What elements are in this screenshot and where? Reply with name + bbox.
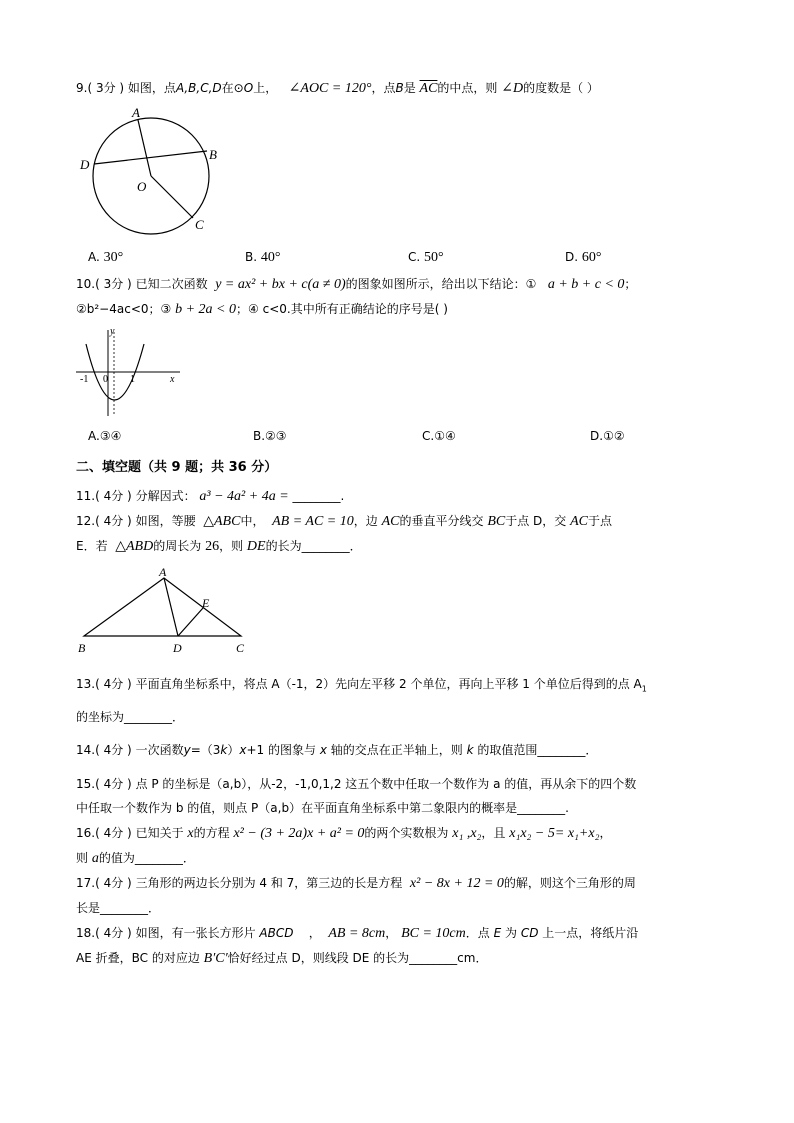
q12-side-bc: BC bbox=[487, 514, 506, 529]
q13-score: ( 4分 ) bbox=[95, 677, 132, 691]
q12-number: 12. bbox=[76, 514, 96, 528]
q18-side-cd: CD bbox=[520, 926, 539, 940]
q16-text: 已知关于 bbox=[135, 826, 184, 840]
q17-text: 的解，则这个三角形的周 bbox=[503, 876, 636, 890]
q12-side-ac: AC bbox=[570, 514, 588, 529]
q12-line1 bbox=[76, 513, 612, 530]
choice-value: 40° bbox=[260, 250, 281, 265]
q16-score: ( 4分 ) bbox=[95, 826, 132, 840]
q17-text: 三角形的两边长分别为 4 和 7，第三边的长是方程 bbox=[135, 876, 403, 890]
q15-line2: 中任取一个数作为 b 的值，则点 P（a,b）在平面直角坐标系中第二象限内的概率是________. bbox=[76, 801, 569, 815]
q12-score: ( 4分 ) bbox=[95, 514, 132, 528]
q17-equation: x² − 8x + 12 = 0 bbox=[409, 876, 504, 891]
q9-number: 9. bbox=[76, 81, 88, 95]
q17-line1 bbox=[76, 875, 636, 892]
q10-choice-c[interactable] bbox=[422, 429, 456, 443]
q11-answer-blank[interactable]: ________ bbox=[292, 489, 341, 503]
q12-perimeter: 26 bbox=[205, 539, 220, 554]
q18-bc-length: BC = 10cm bbox=[401, 926, 466, 941]
label-a: A bbox=[132, 105, 140, 120]
q15-line1 bbox=[76, 776, 636, 792]
q16-number: 16. bbox=[76, 826, 96, 840]
q11-expression: a³ − 4a² + 4a = bbox=[199, 489, 289, 504]
choice-value: 30° bbox=[103, 250, 124, 265]
label-a: A bbox=[159, 565, 167, 579]
q17-number: 17. bbox=[76, 876, 96, 890]
q16-var-x: x bbox=[187, 826, 194, 841]
choice-value: ①② bbox=[603, 429, 625, 443]
label-neg1: -1 bbox=[80, 374, 89, 385]
q16-text: 的两个实数根为 bbox=[364, 826, 449, 840]
segment-oc bbox=[151, 176, 193, 218]
q12-side-ac: AC bbox=[381, 514, 400, 529]
q12-text: 于点 bbox=[587, 514, 612, 528]
q12-triangle-abc: △ABC bbox=[203, 514, 241, 529]
q16-roots: x₁ ,x₂ bbox=[452, 826, 482, 841]
q10-choice-d[interactable] bbox=[590, 429, 625, 443]
q12-triangle-abd: △ABD bbox=[115, 539, 154, 554]
q9-score: ( 3分 ) bbox=[87, 81, 125, 95]
q10-line2 bbox=[76, 301, 448, 318]
choice-letter: D. bbox=[590, 429, 604, 443]
q9-text: 是 bbox=[403, 81, 416, 95]
q13-line1 bbox=[76, 676, 647, 697]
label-zero: 0 bbox=[103, 374, 108, 385]
q9-point-b: B bbox=[395, 81, 404, 95]
q17-score: ( 4分 ) bbox=[95, 876, 132, 890]
q9-text: ，点 bbox=[371, 81, 396, 95]
q14-score: ( 4分 ) bbox=[95, 743, 132, 757]
q10-parabola-figure bbox=[76, 326, 186, 418]
q11-text: 分解因式： bbox=[135, 489, 196, 503]
q18-text: ．点 bbox=[465, 926, 490, 940]
q12-triangle-figure bbox=[76, 566, 256, 658]
q12-text: 的垂直平分线交 bbox=[399, 514, 484, 528]
label-b: B bbox=[78, 641, 86, 655]
q10-text: ； bbox=[624, 277, 637, 291]
q15-score: ( 4分 ) bbox=[95, 777, 132, 791]
q10-conclusion-1: a + b + c < 0 bbox=[547, 277, 625, 292]
q12-text: ，则 bbox=[219, 539, 244, 553]
q12-line2 bbox=[76, 538, 362, 555]
q18-rect-name: ABCD bbox=[259, 926, 294, 940]
q18-text: 如图，有一张长方形片 bbox=[135, 926, 256, 940]
q15-number: 15. bbox=[76, 777, 96, 791]
q12-text: 中， bbox=[240, 514, 265, 528]
q12-equal-sides: AB = AC = 10 bbox=[272, 514, 354, 529]
q10-text: ②b²−4ac<0；③ bbox=[76, 302, 172, 316]
q14-text: +1 的图象与 bbox=[246, 743, 316, 757]
choice-letter: C. bbox=[408, 250, 421, 264]
q9-text: 的中点，则 bbox=[437, 81, 498, 95]
q10-conclusion-3: b + 2a < 0 bbox=[175, 302, 237, 317]
label-c: C bbox=[195, 217, 204, 232]
q14-line bbox=[76, 742, 597, 758]
q18-point-e: E bbox=[493, 926, 502, 940]
choice-value: ②③ bbox=[265, 429, 287, 443]
label-d: D bbox=[173, 641, 182, 655]
q18-text: 恰好经过点 D，则线段 DE 的长为________cm． bbox=[227, 951, 488, 965]
q11-line bbox=[76, 488, 344, 505]
q16-text: 的值为________． bbox=[98, 851, 195, 865]
q16-var-a: a bbox=[91, 851, 99, 866]
choice-letter: B. bbox=[253, 429, 266, 443]
q9-arc-ac: $\overline{AC}$ bbox=[419, 81, 438, 96]
q12-text: 的周长为 bbox=[153, 539, 202, 553]
choice-letter: D. bbox=[565, 250, 579, 264]
q17-line2: 长是________． bbox=[76, 901, 161, 915]
label-b: B bbox=[209, 147, 217, 162]
q16-equation: x² − (3 + 2a)x + a² = 0 bbox=[233, 826, 365, 841]
q15-text: 点 P 的坐标是（a,b），从-2，-1,0,1,2 这五个数中任取一个数作为 a 的值，再从余下的四个数 bbox=[135, 777, 637, 791]
q16-text: 则 bbox=[76, 851, 89, 865]
q9-choice-b[interactable] bbox=[245, 250, 280, 266]
segment-de bbox=[178, 608, 203, 636]
q14-var-k: k bbox=[466, 743, 474, 757]
q9-choice-a[interactable] bbox=[88, 250, 123, 266]
choice-value: ①④ bbox=[434, 429, 456, 443]
q9-text: 上， bbox=[253, 81, 278, 95]
q14-var-x: x bbox=[239, 743, 247, 757]
segment-ao bbox=[138, 120, 151, 176]
q9-choice-d[interactable] bbox=[565, 250, 602, 266]
q9-circle-figure bbox=[76, 105, 226, 235]
q14-text: ） bbox=[227, 743, 240, 757]
q14-var-y: y bbox=[183, 743, 191, 757]
q14-text: 的取值范围________． bbox=[477, 743, 598, 757]
label-d: D bbox=[80, 157, 90, 172]
q12-segment-de: DE bbox=[246, 539, 266, 554]
choice-letter: A. bbox=[88, 250, 100, 264]
q14-text: =（3 bbox=[190, 743, 221, 757]
q9-choice-c[interactable] bbox=[408, 250, 444, 266]
q14-text: 轴的交点在正半轴上，则 bbox=[330, 743, 463, 757]
q18-line2 bbox=[76, 950, 487, 967]
q14-var-x: x bbox=[319, 743, 327, 757]
segment-db bbox=[94, 151, 207, 164]
q13-subscript: 1 bbox=[641, 684, 647, 694]
section-heading: 二、填空题（共 9 题；共 36 分） bbox=[76, 460, 278, 475]
q13-text: 平面直角坐标系中，将点 A（-1，2）先向左平移 2 个单位，再向上平移 1 个单位后得到的点 A bbox=[135, 677, 642, 691]
q12-text: 于点 D，交 bbox=[505, 514, 567, 528]
q16-line2 bbox=[76, 850, 195, 867]
q11-score: ( 4分 ) bbox=[95, 489, 132, 503]
label-x: x bbox=[170, 374, 175, 385]
q9-angle-aoc: ∠AOC = 120° bbox=[288, 81, 372, 96]
q9-angle-d: ∠D bbox=[501, 81, 524, 96]
q10-choice-b[interactable] bbox=[253, 429, 287, 443]
q14-var-k: k bbox=[220, 743, 228, 757]
q10-number: 10. bbox=[76, 277, 96, 291]
q10-choice-a[interactable] bbox=[88, 429, 121, 443]
q10-text: ；④ bbox=[236, 302, 259, 316]
q16-condition: x₁x₂ − 5= x₁+x₂ bbox=[509, 826, 600, 841]
q9-line1 bbox=[76, 80, 599, 97]
q18-line1: 18.( 4分 ) 如图，有一张长方形片 ABCD ， AB = 8cm， BC = 10cm．点 E 为 CD 上一点，将纸片沿 bbox=[76, 926, 639, 941]
triangle-abc bbox=[84, 578, 241, 636]
q14-number: 14. bbox=[76, 743, 96, 757]
q12-text: E．若 bbox=[76, 539, 108, 553]
label-one: 1 bbox=[130, 374, 135, 385]
q11-number: 11. bbox=[76, 489, 96, 503]
q9-center: O bbox=[243, 81, 254, 95]
q10-text: 的图象如图所示，给出以下结论：① bbox=[345, 277, 537, 291]
q9-text: 在⊙ bbox=[221, 81, 244, 95]
choice-letter: C. bbox=[422, 429, 435, 443]
q18-text: 上一点，将纸片沿 bbox=[542, 926, 639, 940]
choice-value: ③④ bbox=[99, 429, 122, 443]
choice-letter: A. bbox=[88, 429, 100, 443]
q14-text: 一次函数 bbox=[135, 743, 184, 757]
q16-text: ， bbox=[599, 826, 612, 840]
q10-text: c<0.其中所有正确结论的序号是( ) bbox=[262, 302, 448, 316]
q12-text: ，边 bbox=[353, 514, 378, 528]
choice-letter: B. bbox=[245, 250, 258, 264]
q10-text: 已知二次函数 bbox=[135, 277, 208, 291]
label-o: O bbox=[137, 179, 147, 194]
q9-text: 的度数是（ ） bbox=[523, 81, 599, 95]
q9-points: A,B,C,D bbox=[175, 81, 222, 95]
q12-text: 如图，等腰 bbox=[135, 514, 196, 528]
q10-line1 bbox=[76, 276, 636, 293]
label-c: C bbox=[236, 641, 245, 655]
q12-text: 的长为________． bbox=[265, 539, 362, 553]
q9-text: 如图，点 bbox=[127, 81, 176, 95]
q13-line2: 的坐标为________． bbox=[76, 710, 185, 724]
q18-folded-side: B′C′ bbox=[203, 951, 228, 966]
q18-ab-length: AB = 8cm bbox=[328, 926, 386, 941]
q11-text: . bbox=[340, 489, 345, 503]
q10-function: y = ax² + bx + c(a ≠ 0) bbox=[215, 277, 346, 292]
q13-number: 13. bbox=[76, 677, 96, 691]
q18-text: AE 折叠，BC 的对应边 bbox=[76, 951, 200, 965]
choice-value: 60° bbox=[581, 250, 602, 265]
q16-text: ，且 bbox=[481, 826, 506, 840]
label-e: E bbox=[202, 596, 210, 610]
q18-score: ( 4分 ) bbox=[95, 926, 132, 940]
q18-text: 为 bbox=[505, 926, 518, 940]
label-y: y bbox=[110, 326, 115, 337]
q18-number: 18. bbox=[76, 926, 96, 940]
choice-value: 50° bbox=[424, 250, 444, 265]
q16-line1 bbox=[76, 825, 611, 842]
q16-text: 的方程 bbox=[193, 826, 230, 840]
q10-score: ( 3分 ) bbox=[95, 277, 132, 291]
